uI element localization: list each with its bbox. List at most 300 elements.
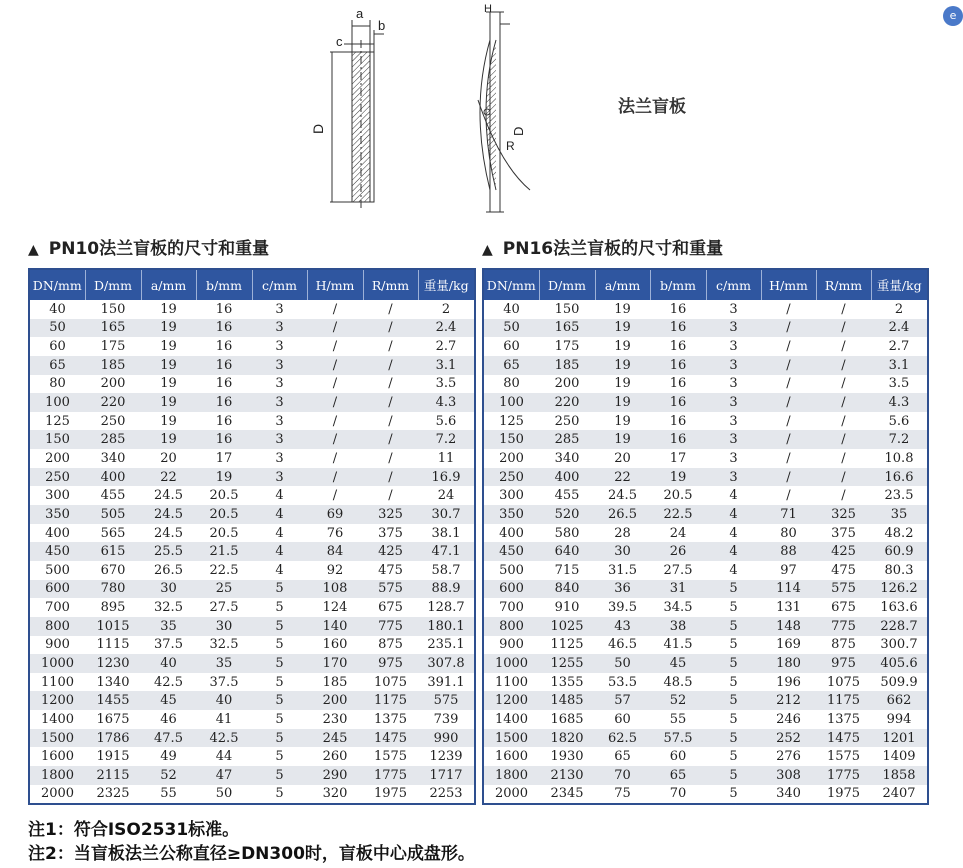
table-cell: 50: [215, 786, 233, 802]
table-cell: /: [332, 488, 338, 504]
table-cell: 1786: [85, 729, 141, 748]
table-row: [30, 561, 474, 580]
table-cell: /: [332, 301, 338, 317]
table-cell: /: [786, 376, 791, 392]
table-cell: 1455: [85, 691, 141, 710]
table-cell: 160: [322, 637, 348, 653]
table-cell: 5: [729, 749, 738, 765]
table-cell: 3: [706, 468, 761, 487]
table-cell: 60.9: [871, 542, 927, 561]
table-cell: /: [841, 488, 846, 504]
table-row: [484, 468, 927, 487]
table-cell: /: [332, 450, 338, 466]
table-cell: 520: [539, 505, 595, 524]
table-cell: 1375: [373, 711, 408, 727]
table-cell: 114: [761, 580, 816, 599]
table-cell: /: [761, 430, 816, 449]
table-cell: 5: [252, 766, 307, 785]
table-cell: 276: [776, 749, 801, 765]
table-cell: 1930: [550, 749, 584, 765]
table-cell: 2253: [429, 786, 463, 802]
table-cell: 895: [100, 600, 126, 616]
table-cell: 50: [484, 319, 539, 338]
table-cell: 65: [484, 356, 539, 375]
table-cell: 1025: [539, 617, 595, 636]
table-row: [30, 319, 474, 338]
table-cell: 252: [761, 729, 816, 748]
table-cell: 19: [614, 413, 631, 429]
table-cell: /: [388, 376, 393, 392]
table-cell: 1475: [816, 729, 871, 748]
table-row: [484, 412, 927, 431]
table-cell: 425: [363, 542, 418, 561]
table-cell: 212: [761, 691, 816, 710]
table-cell: 1685: [550, 711, 584, 727]
table-cell: 16: [650, 430, 706, 449]
table-cell: 17: [669, 450, 687, 466]
table-cell: 40: [141, 654, 196, 673]
table-row: [484, 356, 927, 375]
table-row: [30, 449, 474, 468]
table-cell: 30.7: [418, 505, 474, 524]
table-row: [484, 766, 927, 785]
table-cell: 2000: [40, 786, 75, 802]
table-cell: 5: [729, 711, 738, 727]
table-cell: 1255: [539, 654, 595, 673]
table-cell: 5: [706, 580, 761, 599]
table-cell: 1075: [373, 674, 408, 690]
table-cell: 60: [49, 339, 66, 355]
table-cell: 28: [614, 525, 631, 541]
column-header: c/mm: [706, 270, 761, 300]
table-cell: 26.5: [154, 562, 183, 578]
column-header: DN/mm: [30, 270, 85, 300]
table-cell: 25: [196, 580, 252, 599]
table-cell: 5: [252, 691, 307, 710]
table-cell: 675: [831, 600, 856, 616]
table-cell: 900: [45, 637, 70, 653]
table-cell: 128.7: [427, 600, 465, 616]
table-cell: 200: [554, 376, 580, 392]
table-cell: 285: [85, 430, 141, 449]
table-cell: 100: [30, 393, 85, 412]
table-cell: 52: [650, 691, 706, 710]
table-cell: 70: [669, 786, 687, 802]
table-cell: /: [307, 319, 363, 338]
table-cell: 31.5: [608, 562, 637, 578]
table-cell: 19: [141, 430, 196, 449]
table-cell: 175: [100, 339, 126, 355]
table-cell: 5: [252, 654, 307, 673]
table-row: [30, 524, 474, 543]
table-cell: 340: [100, 450, 126, 466]
table-cell: /: [388, 450, 393, 466]
table-cell: 55: [669, 711, 687, 727]
table-cell: 16: [196, 319, 252, 338]
table-cell: 35: [196, 654, 252, 673]
table-cell: 400: [45, 525, 70, 541]
table-cell: /: [332, 376, 338, 392]
table-row: [30, 356, 474, 375]
table-cell: 1800: [30, 766, 85, 785]
table-row: [484, 691, 927, 710]
table-cell: 180.1: [418, 617, 474, 636]
table-cell: 124: [322, 600, 348, 616]
table-cell: 126.2: [871, 580, 927, 599]
table-cell: 7.2: [418, 430, 474, 449]
table-cell: /: [816, 430, 871, 449]
table-cell: 52: [141, 766, 196, 785]
table-cell: 3.5: [888, 376, 910, 392]
table-cell: 5: [729, 786, 738, 802]
table-cell: 1600: [494, 749, 529, 765]
table-cell: 175: [554, 339, 580, 355]
dim-label-H: H: [484, 3, 492, 15]
table-cell: 3: [275, 339, 284, 355]
table-cell: 19: [650, 468, 706, 487]
table-cell: 1015: [85, 617, 141, 636]
table-cell: 32.5: [209, 637, 239, 653]
table-row: [484, 505, 927, 524]
table-cell: 3.5: [435, 376, 457, 392]
table-row: [30, 785, 474, 804]
table-cell: 400: [539, 468, 595, 487]
table-cell: 250: [30, 468, 85, 487]
table-cell: 2: [894, 301, 904, 317]
dim-label-a: a: [356, 6, 364, 21]
table-cell: 4: [252, 542, 307, 561]
table-row: [30, 766, 474, 785]
table-cell: 1400: [494, 711, 529, 727]
table-cell: 2: [441, 301, 451, 317]
table-cell: 3: [275, 450, 284, 466]
table-cell: 505: [85, 505, 141, 524]
table-cell: 163.6: [880, 600, 918, 616]
table-cell: 1800: [484, 766, 539, 785]
table-cell: 2130: [539, 766, 595, 785]
table-cell: 3: [729, 413, 738, 429]
table-cell: 80: [503, 376, 520, 392]
table-cell: 575: [363, 580, 418, 599]
table-cell: 246: [776, 711, 801, 727]
table-cell: 1340: [96, 674, 130, 690]
table-cell: 19: [595, 393, 650, 412]
table-cell: 5: [275, 711, 284, 727]
column-header: 重量/kg: [418, 270, 474, 300]
table-cell: 3.1: [871, 356, 927, 375]
table-cell: 500: [45, 562, 70, 578]
table-cell: 230: [322, 711, 348, 727]
table-cell: 5: [275, 600, 284, 616]
table-cell: 24.5: [154, 525, 183, 541]
table-cell: 150: [100, 301, 126, 317]
table-cell: 165: [85, 319, 141, 338]
table-cell: 70: [595, 766, 650, 785]
table-cell: 19: [160, 301, 177, 317]
table-cell: 975: [363, 654, 418, 673]
table-cell: /: [841, 413, 846, 429]
table-cell: 88: [761, 542, 816, 561]
table-cell: 1200: [484, 691, 539, 710]
table-row: [484, 524, 927, 543]
table-cell: 20.5: [209, 525, 239, 541]
table-cell: 19: [614, 376, 631, 392]
table-cell: 300: [45, 488, 70, 504]
table-cell: 84: [307, 542, 363, 561]
table-cell: 2407: [882, 786, 916, 802]
table-cell: 1915: [96, 749, 130, 765]
table-cell: 1200: [30, 691, 85, 710]
corner-badge-icon[interactable]: e: [943, 6, 963, 26]
table-row: [484, 617, 927, 636]
table-cell: 600: [30, 580, 85, 599]
table-cell: 38.1: [431, 525, 461, 541]
table-cell: 340: [776, 786, 801, 802]
table-cell: /: [761, 393, 816, 412]
table-cell: 22: [141, 468, 196, 487]
table-cell: 875: [831, 637, 856, 653]
table-cell: 40: [196, 691, 252, 710]
table-cell: 1125: [550, 637, 584, 653]
table-cell: 65: [614, 749, 631, 765]
table-cell: 4.3: [418, 393, 474, 412]
table-cell: 1075: [826, 674, 861, 690]
table-cell: 4: [729, 488, 738, 504]
table-cell: 30: [196, 617, 252, 636]
table-cell: 4: [729, 562, 738, 578]
table-cell: 640: [539, 542, 595, 561]
table-cell: 16: [669, 413, 687, 429]
table-cell: 800: [30, 617, 85, 636]
table-cell: /: [307, 468, 363, 487]
dim-label-b: b: [378, 18, 386, 33]
dim-label-D-right: D: [511, 126, 526, 136]
table-row: [484, 319, 927, 338]
table-cell: 196: [776, 674, 801, 690]
table-cell: 3: [706, 430, 761, 449]
table-cell: 45: [141, 691, 196, 710]
table-cell: 307.8: [418, 654, 474, 673]
column-header: a/mm: [595, 270, 650, 300]
table-cell: 994: [886, 711, 912, 727]
table-cell: 4: [275, 562, 284, 578]
table-cell: 16: [669, 339, 687, 355]
table-cell: 5: [729, 600, 738, 616]
table-cell: 1115: [96, 637, 130, 653]
table-cell: 509.9: [880, 674, 918, 690]
column-header: DN/mm: [484, 270, 539, 300]
table-cell: 285: [539, 430, 595, 449]
table-cell: 4: [706, 505, 761, 524]
table-cell: /: [307, 430, 363, 449]
table-cell: 31: [650, 580, 706, 599]
table-cell: 80: [780, 525, 797, 541]
table-cell: 662: [871, 691, 927, 710]
table-cell: 3: [706, 393, 761, 412]
table-cell: 1375: [826, 711, 861, 727]
table-cell: 600: [484, 580, 539, 599]
table-cell: 140: [307, 617, 363, 636]
table-cell: 340: [554, 450, 580, 466]
table-cell: /: [841, 450, 846, 466]
table-cell: /: [761, 468, 816, 487]
table-row: [484, 542, 927, 561]
table-cell: 1230: [85, 654, 141, 673]
table-cell: 450: [484, 542, 539, 561]
table-cell: 775: [816, 617, 871, 636]
table-row: [484, 375, 927, 394]
table-cell: /: [363, 319, 418, 338]
table-cell: /: [786, 488, 791, 504]
table-cell: 3: [706, 319, 761, 338]
table-cell: 250: [554, 413, 580, 429]
table-cell: 615: [85, 542, 141, 561]
table-cell: 71: [761, 505, 816, 524]
table-cell: 3: [706, 356, 761, 375]
table-row: [484, 729, 927, 748]
table-cell: 3: [729, 450, 738, 466]
pn16-heading: [482, 234, 723, 259]
table-cell: /: [388, 413, 393, 429]
table-cell: 900: [499, 637, 524, 653]
table-cell: 391.1: [427, 674, 465, 690]
table-cell: 500: [499, 562, 524, 578]
table-cell: 16: [650, 393, 706, 412]
table-cell: 19: [196, 468, 252, 487]
table-cell: 675: [378, 600, 403, 616]
table-cell: 69: [307, 505, 363, 524]
table-cell: 35: [141, 617, 196, 636]
table-cell: 20.5: [196, 505, 252, 524]
table-cell: 2.4: [418, 319, 474, 338]
table-cell: 5: [275, 637, 284, 653]
table-row: [484, 785, 927, 804]
table-cell: 400: [85, 468, 141, 487]
table-cell: 50: [30, 319, 85, 338]
table-cell: 775: [363, 617, 418, 636]
table-row: [484, 561, 927, 580]
table-row: [30, 654, 474, 673]
table-cell: 62.5: [595, 729, 650, 748]
pn16-table-grid: [484, 270, 927, 803]
table-cell: 405.6: [871, 654, 927, 673]
table-cell: 1717: [418, 766, 474, 785]
table-cell: 34.5: [663, 600, 693, 616]
table-cell: /: [816, 356, 871, 375]
table-row: [484, 747, 927, 766]
table-row: [484, 673, 927, 692]
table-row: [484, 486, 927, 505]
table-cell: 32.5: [154, 600, 183, 616]
table-cell: 1000: [30, 654, 85, 673]
table-cell: 80.3: [884, 562, 914, 578]
table-cell: 19: [614, 339, 631, 355]
table-cell: 76: [326, 525, 344, 541]
table-cell: /: [816, 393, 871, 412]
table-cell: /: [363, 430, 418, 449]
table-cell: 16: [215, 376, 233, 392]
table-cell: 3: [252, 393, 307, 412]
table-cell: 19: [141, 393, 196, 412]
table-cell: 125: [499, 413, 524, 429]
table-cell: 26: [650, 542, 706, 561]
table-cell: 88.9: [418, 580, 474, 599]
table-cell: 50: [595, 654, 650, 673]
table-cell: /: [816, 319, 871, 338]
table-cell: /: [786, 301, 791, 317]
table-cell: 1175: [816, 691, 871, 710]
table-cell: /: [363, 356, 418, 375]
table-cell: 19: [160, 413, 177, 429]
table-cell: 250: [100, 413, 126, 429]
table-cell: 36: [595, 580, 650, 599]
table-cell: 16: [650, 356, 706, 375]
pn16-table: [482, 268, 929, 805]
table-row: [30, 486, 474, 505]
table-cell: 185: [322, 674, 348, 690]
column-header: H/mm: [761, 270, 816, 300]
column-header: D/mm: [539, 270, 595, 300]
table-cell: 49: [160, 749, 177, 765]
table-cell: 22.5: [209, 562, 239, 578]
pn10-table-grid: [30, 270, 474, 803]
table-cell: 42.5: [196, 729, 252, 748]
table-cell: 739: [433, 711, 459, 727]
table-cell: 150: [30, 430, 85, 449]
table-cell: 565: [100, 525, 126, 541]
table-cell: 375: [831, 525, 856, 541]
table-cell: 875: [378, 637, 403, 653]
table-cell: /: [841, 301, 846, 317]
triangle-icon: ▲: [28, 242, 39, 258]
table-cell: 580: [554, 525, 580, 541]
table-cell: 17: [215, 450, 233, 466]
table-cell: 3.1: [418, 356, 474, 375]
table-cell: 4: [706, 542, 761, 561]
table-cell: 5: [706, 729, 761, 748]
table-cell: 75: [614, 786, 631, 802]
table-cell: 24: [669, 525, 687, 541]
table-cell: 16: [196, 393, 252, 412]
table-cell: 80: [49, 376, 66, 392]
table-row: [484, 654, 927, 673]
table-cell: 60: [503, 339, 520, 355]
table-cell: 300: [499, 488, 524, 504]
table-row: [484, 300, 927, 319]
table-cell: 1820: [539, 729, 595, 748]
column-header: R/mm: [363, 270, 418, 300]
table-cell: 325: [816, 505, 871, 524]
table-cell: 1975: [826, 786, 861, 802]
table-cell: 2.4: [871, 319, 927, 338]
table-cell: 575: [418, 691, 474, 710]
table-cell: 35: [871, 505, 927, 524]
table-row: [484, 710, 927, 729]
table-cell: 20: [614, 450, 631, 466]
table-cell: 200: [499, 450, 524, 466]
table-cell: 260: [322, 749, 348, 765]
table-cell: 2000: [494, 786, 529, 802]
table-cell: 19: [141, 356, 196, 375]
table-cell: 1775: [363, 766, 418, 785]
table-cell: 1775: [816, 766, 871, 785]
pn16-title: PN16法兰盲板的尺寸和重量: [502, 239, 724, 259]
table-cell: 5: [706, 654, 761, 673]
table-cell: /: [388, 339, 393, 355]
table-cell: 48.2: [884, 525, 914, 541]
table-cell: 400: [499, 525, 524, 541]
table-cell: 5: [275, 786, 284, 802]
